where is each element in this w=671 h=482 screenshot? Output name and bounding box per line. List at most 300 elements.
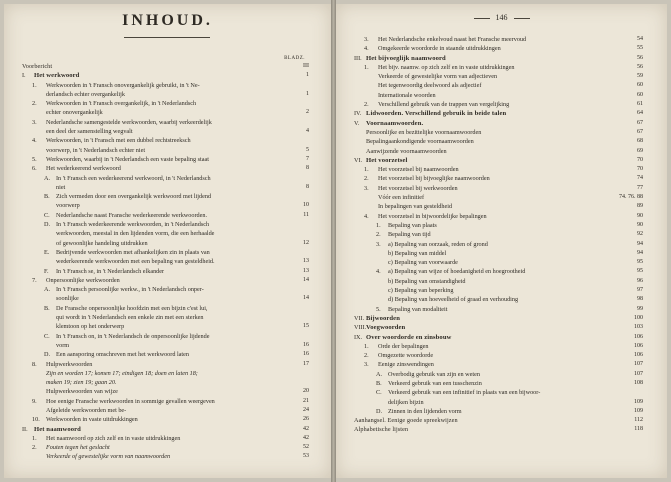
toc-entry-label: B.: [44, 304, 50, 312]
toc-entry-text: De Fransche onpersoonlijke hoofdzin met een bijzin c'est lui,: [56, 304, 208, 312]
toc-entry-text: Verkeerde of gewestelijke vorm van naamwoorden: [46, 453, 171, 461]
toc-entry-page: 7: [306, 155, 309, 162]
toc-entry-text: Het bijv. naamw. op zich zelf en in vaste uitdrukkingen: [378, 63, 515, 71]
toc-entry-page: 69: [637, 147, 643, 154]
toc-entry: [336, 63, 667, 72]
toc-entry-page: 16: [303, 341, 309, 348]
toc-entry-page: 61: [637, 101, 643, 108]
toc-entry-page: 21: [303, 397, 309, 404]
toc-entry-label: D.: [44, 351, 51, 359]
title-rule: [124, 37, 210, 38]
toc-entry: [336, 100, 667, 109]
toc-entry: [4, 211, 331, 220]
toc-entry: [4, 313, 331, 322]
toc-entry-label: B.: [44, 193, 50, 201]
toc-entry: [4, 90, 331, 99]
toc-entry: [336, 119, 667, 128]
toc-entry-text: In 't Fransch een wederkeerend werkwoord, in 't Nederlandsch: [56, 174, 211, 182]
toc-entry-page: 56: [637, 54, 643, 61]
toc-entry-label: 3.: [32, 118, 37, 126]
toc-entry-page: 16: [303, 351, 309, 358]
toc-entry-page: 13: [303, 258, 309, 265]
toc-entry-text: echter onovergankelijk: [46, 109, 103, 117]
toc-entry-text: Het wederkeerend werkwoord: [46, 165, 121, 173]
toc-entry-text: Hulpwerkwoorden: [46, 360, 93, 368]
toc-entry: [4, 369, 331, 378]
toc-entry-label: 5.: [32, 155, 37, 163]
toc-entry: [4, 99, 331, 108]
toc-entry: [4, 164, 331, 173]
toc-entry-text: Nederlandsche samengestelde werkwoorden, waarbij verkeerdelijk: [46, 118, 212, 126]
toc-entry-page: 100: [634, 314, 643, 321]
toc-entry: [336, 323, 667, 332]
toc-entry: [4, 378, 331, 387]
toc-entry-page: 89: [637, 203, 643, 210]
toc-entry-text: In 't Fransch se, in 't Nederlandsch elkander: [56, 267, 165, 275]
toc-entry-text: Bepaling van tijd: [388, 231, 431, 239]
toc-entry-page: 106: [634, 342, 643, 349]
toc-entry-page: 15: [303, 323, 309, 330]
toc-entry-page: 108: [634, 379, 643, 386]
toc-entry-text: b) Bepaling van middel: [388, 249, 447, 257]
toc-entry-text: Hulpwerkwoorden van wijze: [46, 388, 118, 396]
toc-entry-text: soonlijke: [56, 295, 79, 303]
toc-entry-text: klemtoon op het onderwerp: [56, 323, 125, 331]
toc-entry-text: Nederlandsche naast Fransche wederkeerende werkwoorden.: [56, 211, 208, 219]
toc-entry-page: 109: [634, 407, 643, 414]
toc-entry-text: wederkeerende werkwoorden met een bepaling van gesteldheid.: [56, 258, 215, 266]
toc-entry-page: 1: [306, 72, 309, 79]
toc-entry-text: d) Bepaling van hoeveelheid of graad en verhouding: [388, 296, 519, 304]
toc-entry: [336, 360, 667, 369]
page-number: 146: [336, 13, 667, 22]
toc-entry-text: Omgekeerde woordorde in staande uitdrukkingen: [378, 45, 501, 53]
toc-entry-text: delijken bijzin: [388, 398, 424, 406]
toc-entry-text: b) Bepaling van omstandigheid: [388, 277, 466, 285]
toc-entry: [4, 294, 331, 303]
toc-entry-text: Zijn en worden 17; komen 17; eindigen 18; doen en laten 18;: [46, 369, 198, 377]
toc-entry-label: 2.: [32, 100, 37, 108]
toc-entry-text: Een aansporing omschreven met het werkwoord laten: [56, 351, 189, 359]
toc-entry: [4, 360, 331, 369]
toc-entry: [4, 220, 331, 229]
toc-entry: [4, 397, 331, 406]
toc-entry-text: Overbodig gebruik van zijn en weten: [388, 370, 480, 378]
toc-entry-label: F.: [44, 267, 49, 275]
toc-entry: [336, 109, 667, 118]
toc-entry-text: Eenige zinswendingen: [378, 361, 434, 369]
toc-entry: [4, 415, 331, 424]
toc-entry-label: 9.: [32, 397, 37, 405]
toc-entry: [4, 322, 331, 331]
toc-entry-page: 11: [303, 211, 309, 218]
toc-entry: [336, 230, 667, 239]
toc-entry-page: 106: [634, 352, 643, 359]
toc-entry: [4, 276, 331, 285]
toc-entry: [4, 248, 331, 257]
toc-entry-label: 1.: [32, 81, 37, 89]
toc-entry: [336, 351, 667, 360]
toc-entry-page: 42: [303, 434, 309, 441]
toc-entry: [336, 240, 667, 249]
toc-entry: [4, 62, 331, 71]
toc-entry-label: 1.: [364, 166, 369, 174]
toc-entry-page: 52: [303, 444, 309, 451]
toc-entry-label: IV.: [354, 110, 362, 118]
toc-entry-page: 8: [306, 165, 309, 172]
toc-entry: [336, 72, 667, 81]
toc-entry-page: 60: [637, 91, 643, 98]
toc-entry-text: Het voorzetsel bij bijvoeglijke naamwoorden: [378, 175, 490, 183]
toc-entry: [336, 425, 667, 434]
toc-entry-page: 12: [303, 239, 309, 246]
toc-entry: [336, 165, 667, 174]
toc-entry-page: 70: [637, 156, 643, 163]
toc-entry: [336, 44, 667, 53]
toc-entry: [336, 184, 667, 193]
toc-entry-page: 70: [637, 166, 643, 173]
toc-entry-label: IX.: [354, 333, 363, 341]
toc-entry: [4, 239, 331, 248]
toc-entry: [4, 118, 331, 127]
toc-entry-text: In 't Fransch persoonlijke werkw., in 't Nederlandsch onper-: [56, 286, 204, 294]
toc-entry-page: 17: [303, 360, 309, 367]
toc-entry: [4, 304, 331, 313]
toc-entry-label: D.: [44, 221, 51, 229]
toc-entry-label: 3.: [364, 361, 369, 369]
toc-entry: [336, 286, 667, 295]
toc-entry-page: 14: [303, 295, 309, 302]
toc-entry-label: 3.: [364, 36, 369, 43]
toc-entry: [4, 387, 331, 396]
toc-entry-label: 3.: [376, 240, 381, 248]
toc-entry-label: 8.: [32, 360, 37, 368]
toc-entry-page: 95: [637, 268, 643, 275]
toc-entry-page: 99: [637, 305, 643, 312]
toc-entry-text: Het voorzetsel bij naamwoorden: [378, 166, 459, 174]
toc-entry-label: 7.: [32, 276, 37, 284]
toc-entry-text: voorwerp: [56, 202, 80, 210]
toc-entry: [336, 379, 667, 388]
toc-entry: [4, 174, 331, 183]
toc-entry-page: 2: [306, 109, 309, 116]
toc-entry-text: Het naamwoord op zich zelf en in vaste uitdrukkingen: [46, 434, 181, 442]
toc-entry-page: 59: [637, 73, 643, 80]
toc-entry-label: A.: [376, 370, 383, 378]
toc-entry: [336, 137, 667, 146]
toc-entry-label: 1.: [364, 63, 369, 71]
toc-entry-text: Werkwoorden in 't Fransch overgankelijk, in 't Nederlandsch: [46, 100, 197, 108]
toc-entry-page: 42: [303, 425, 309, 432]
toc-entry-page: 60: [637, 82, 643, 89]
toc-entry: [4, 341, 331, 350]
toc-entry-text: Bepalingaankondigende voornaamwoorden: [366, 138, 474, 146]
toc-entry: [336, 370, 667, 379]
toc-entry-label: 2.: [364, 175, 369, 183]
toc-entry-text: Orde der bepalingen: [378, 342, 429, 350]
toc-entry-page: 106: [634, 333, 643, 340]
toc-entry: [336, 416, 667, 425]
toc-entry: [336, 128, 667, 137]
toc-entry-text: In 't Fransch on, in 't Nederlandsch de onpersoonlijke lijdende: [56, 332, 210, 340]
toc-entry-text: Hoe eenige Fransche werkwoorden in sommige gevallen weergeven: [46, 397, 215, 405]
toc-entry-label: 2.: [364, 101, 369, 109]
toc-entry-text: Verkeerd gebruik van een infinitief in plaats van een bijwoor-: [388, 389, 541, 397]
toc-entry-text: Bepaling van plaats: [388, 221, 437, 229]
toc-entry: [4, 201, 331, 210]
toc-entry-page: 4: [306, 128, 309, 135]
toc-entry-label: 6.: [32, 165, 37, 173]
toc-entry-page: 107: [634, 361, 643, 368]
toc-entry-text: Internationale woorden: [378, 91, 436, 99]
toc-entry-label: A.: [44, 286, 51, 294]
toc-entry-page: 109: [634, 398, 643, 405]
toc-entry-page: 13: [303, 267, 309, 274]
toc-entry: [336, 81, 667, 90]
toc-entry: [336, 388, 667, 397]
toc-entry: [336, 147, 667, 156]
toc-entry-label: 4.: [364, 45, 369, 53]
toc-entry-label: 1.: [32, 434, 37, 442]
toc-entry-page: 67: [637, 119, 643, 126]
toc-entry: [4, 136, 331, 145]
toc-entry-text: c) Bepaling van beperking: [388, 287, 454, 295]
toc-entry: [4, 108, 331, 117]
toc-list-left: [4, 62, 331, 462]
toc-entry: [4, 127, 331, 136]
toc-entry-page: 94: [637, 249, 643, 256]
toc-entry: [336, 174, 667, 183]
toc-entry: [4, 452, 331, 461]
toc-entry: [336, 156, 667, 165]
toc-entry-page: 54: [637, 36, 643, 42]
toc-entry-text: Zich vermeden door een overgankelijk werkwoord met lijdend: [56, 193, 212, 201]
toc-entry: [336, 91, 667, 100]
toc-entry-text: Alphabetische lijsten: [354, 426, 409, 434]
page-title: INHOUD.: [122, 12, 213, 29]
toc-entry-text: Bedrijvende werkwoorden met afhankelijken zin in plaats van: [56, 248, 210, 256]
toc-entry-page: 107: [634, 370, 643, 377]
toc-entry-page: 96: [637, 277, 643, 284]
toc-entry-text: Het voorzetsel bij werkwoorden: [378, 184, 458, 192]
toc-entry: [4, 406, 331, 415]
toc-entry-label: II.: [22, 425, 28, 433]
toc-entry-label: 5.: [376, 305, 381, 313]
toc-entry-text: derlandsch echter overgankelijk: [46, 90, 125, 98]
toc-entry-text: Aanwijzende voornaamwoorden: [366, 147, 447, 155]
toc-entry-text: Het voorzetsel in bijwoordelijke bepalingen: [378, 212, 487, 220]
toc-entry-text: maken 19; zien 19; gaan 20.: [46, 379, 117, 387]
toc-entry-label: A.: [44, 174, 51, 182]
toc-entry-text: voorwerp, in 't Nederlandsch echter niet: [46, 146, 146, 154]
toc-entry-text: a) Bepaling van oorzaak, reden of grond: [388, 240, 488, 248]
toc-entry: [4, 146, 331, 155]
toc-entry: [336, 202, 667, 211]
toc-entry-label: I.: [22, 72, 26, 80]
toc-entry-label: III.: [354, 54, 362, 62]
toc-entry-text: vorm: [56, 341, 70, 349]
toc-list-right: [336, 35, 667, 435]
toc-entry-label: 4.: [32, 137, 37, 145]
toc-entry-text: of gewoonlijke handeling uitdrukken: [56, 239, 148, 247]
toc-entry-page: 20: [303, 388, 309, 395]
toc-entry: [4, 257, 331, 266]
toc-entry: [336, 314, 667, 323]
toc-entry: [336, 277, 667, 286]
toc-entry-label: B.: [376, 379, 382, 387]
toc-entry-text: Afgeleide werkwoorden met be-: [46, 406, 127, 414]
toc-entry-page: 90: [637, 221, 643, 228]
toc-entry-page: 74: [637, 175, 643, 182]
toc-entry: [336, 212, 667, 221]
toc-entry-text: Het Nederlandsche enkelvoud naast het Fransche meervoud: [378, 36, 527, 43]
toc-entry-page: III: [303, 63, 309, 69]
toc-entry-page: 5: [306, 146, 309, 153]
toc-entry-text: Vóór een infinitief: [378, 194, 425, 202]
toc-entry: [4, 267, 331, 276]
toc-entry-page: 112: [634, 417, 643, 424]
toc-entry-page: 118: [634, 426, 643, 433]
toc-entry-text: Het voorzetsel: [366, 156, 408, 164]
toc-entry-label: 1.: [364, 342, 369, 350]
toc-entry-text: Onpersoonlijke werkwoorden: [46, 276, 120, 284]
toc-entry: [336, 398, 667, 407]
toc-entry-page: 97: [637, 287, 643, 294]
toc-entry-page: 55: [637, 45, 643, 52]
toc-entry-text: In 't Fransch wederkeerende werkwoorden, in 't Nederlandsch: [56, 221, 210, 229]
toc-entry-text: Werkwoorden, waarbij in 't Nederlandsch een vaste bepaling staat: [46, 155, 209, 163]
toc-entry-text: Werkwoorden, in 't Fransch met een dubbel rechtstreeksch: [46, 137, 191, 145]
toc-entry: [336, 54, 667, 63]
toc-entry-text: Verkeerde of gewestelijke vorm van adjectieven: [378, 73, 498, 81]
toc-entry-text: Het bijvoeglijk naamwoord: [366, 54, 446, 62]
toc-entry-text: Persoonlijke en bezittelijke voornaamwoorden: [366, 128, 482, 136]
toc-entry-page: 103: [634, 324, 643, 331]
toc-entry-text: Het tegenwoordig deelwoord als adjectief: [378, 82, 482, 90]
toc-entry: [4, 425, 331, 434]
toc-entry: [336, 249, 667, 258]
toc-entry-label: 10.: [32, 416, 40, 424]
toc-entry: [4, 192, 331, 201]
toc-entry-page: 14: [303, 276, 309, 283]
toc-entry-label: C.: [376, 389, 382, 397]
toc-entry-label: 2.: [32, 444, 37, 452]
toc-entry: [336, 342, 667, 351]
toc-entry-text: niet: [56, 183, 66, 191]
toc-entry-page: 10: [303, 202, 309, 209]
toc-entry-page: 94: [637, 240, 643, 247]
toc-entry-label: 2.: [364, 352, 369, 360]
toc-entry-label: C.: [44, 211, 50, 219]
toc-entry: [336, 295, 667, 304]
toc-entry-text: een deel der samenstelling wegvalt: [46, 128, 133, 136]
toc-entry-text: Voorbericht: [22, 63, 53, 70]
toc-entry: [4, 350, 331, 359]
toc-entry: [4, 229, 331, 238]
toc-entry-page: 92: [637, 231, 643, 238]
toc-entry: [336, 35, 667, 44]
toc-entry: [336, 267, 667, 276]
toc-entry-text: Verkeerd gebruik van een tusschenzin: [388, 379, 482, 387]
toc-entry-text: Omgezette woordorde: [378, 352, 434, 360]
toc-entry-text: c) Bepaling van voorwaarde: [388, 259, 458, 267]
toc-entry-label: C.: [44, 332, 50, 340]
column-header: BLADZ.: [284, 56, 305, 61]
toc-entry-page: 95: [637, 259, 643, 266]
toc-entry-text: In bepalingen van gesteldheid: [378, 203, 453, 211]
toc-entry-page: 53: [303, 453, 309, 460]
toc-entry: [4, 183, 331, 192]
left-page: [4, 4, 331, 478]
toc-entry: [4, 332, 331, 341]
toc-entry: [336, 407, 667, 416]
toc-entry-label: 1.: [376, 221, 381, 229]
toc-entry-text: Lidwoorden. Verschillend gebruik in beide talen: [366, 110, 507, 118]
toc-entry-text: a) Bepaling van wijze of hoedanigheid en hoegrootheid: [388, 268, 526, 276]
toc-entry-text: Werkwoorden in 't Fransch onovergankelijk gebruikt, in 't Ne-: [46, 81, 200, 89]
toc-entry: [336, 193, 667, 202]
toc-entry-text: Aanhangsel. Eenige goede spreekwijzen: [354, 417, 458, 425]
toc-entry-page: 8: [306, 183, 309, 190]
toc-entry-page: 64: [637, 110, 643, 117]
toc-entry: [4, 434, 331, 443]
toc-entry-text: Het naamwoord: [34, 425, 81, 433]
toc-entry-page: 56: [637, 63, 643, 70]
toc-entry-page: 74. 76. 88: [619, 194, 643, 201]
toc-entry-text: Over woordorde en zinsbouw: [366, 333, 452, 341]
toc-entry-text: Zinnen in den lijdenden vorm: [388, 407, 462, 415]
toc-entry-label: V.: [354, 119, 360, 127]
toc-entry-text: qui wordt in 't Nederlandsch een enkele zin met een sterken: [56, 314, 204, 322]
toc-entry-text: Het werkwoord: [34, 72, 80, 80]
toc-entry-label: D.: [376, 407, 383, 415]
toc-entry-page: 90: [637, 212, 643, 219]
toc-entry-text: Bepaling van modaliteit: [388, 305, 448, 313]
toc-entry-text: Werkwoorden in vaste uitdrukkingen: [46, 416, 138, 424]
toc-entry: [4, 81, 331, 90]
toc-entry-text: Bijwoorden: [366, 314, 400, 322]
toc-entry: [336, 333, 667, 342]
toc-entry-text: Verschillend gebruik van de trappen van vergelijking: [378, 101, 510, 109]
toc-entry: [4, 443, 331, 452]
right-page: [336, 4, 667, 478]
toc-entry-page: 26: [303, 416, 309, 423]
toc-entry-label: VIII.: [354, 324, 367, 332]
toc-entry-label: VI.: [354, 156, 363, 164]
toc-entry: [336, 221, 667, 230]
toc-entry-page: 67: [637, 128, 643, 135]
toc-entry-page: 98: [637, 296, 643, 303]
toc-entry-text: werkwoorden, meestal in den lijdenden vorm, die een herhaalde: [56, 230, 215, 238]
toc-entry-page: 68: [637, 138, 643, 145]
toc-entry-page: 24: [303, 406, 309, 413]
toc-entry: [336, 258, 667, 267]
toc-entry-label: 4.: [376, 268, 381, 276]
toc-entry: [4, 71, 331, 80]
toc-entry-text: Voegwoorden: [366, 324, 406, 332]
toc-entry: [4, 155, 331, 164]
toc-entry: [4, 285, 331, 294]
toc-entry-page: 1: [306, 90, 309, 97]
toc-entry-label: 3.: [364, 184, 369, 192]
toc-entry-label: 4.: [364, 212, 369, 220]
toc-entry-label: E.: [44, 248, 50, 256]
toc-entry-text: Fouten tegen het geslacht: [46, 444, 110, 452]
toc-entry-label: 2.: [376, 231, 381, 239]
toc-entry: [336, 305, 667, 314]
toc-entry-page: 77: [637, 184, 643, 191]
toc-entry-label: VII.: [354, 314, 365, 322]
